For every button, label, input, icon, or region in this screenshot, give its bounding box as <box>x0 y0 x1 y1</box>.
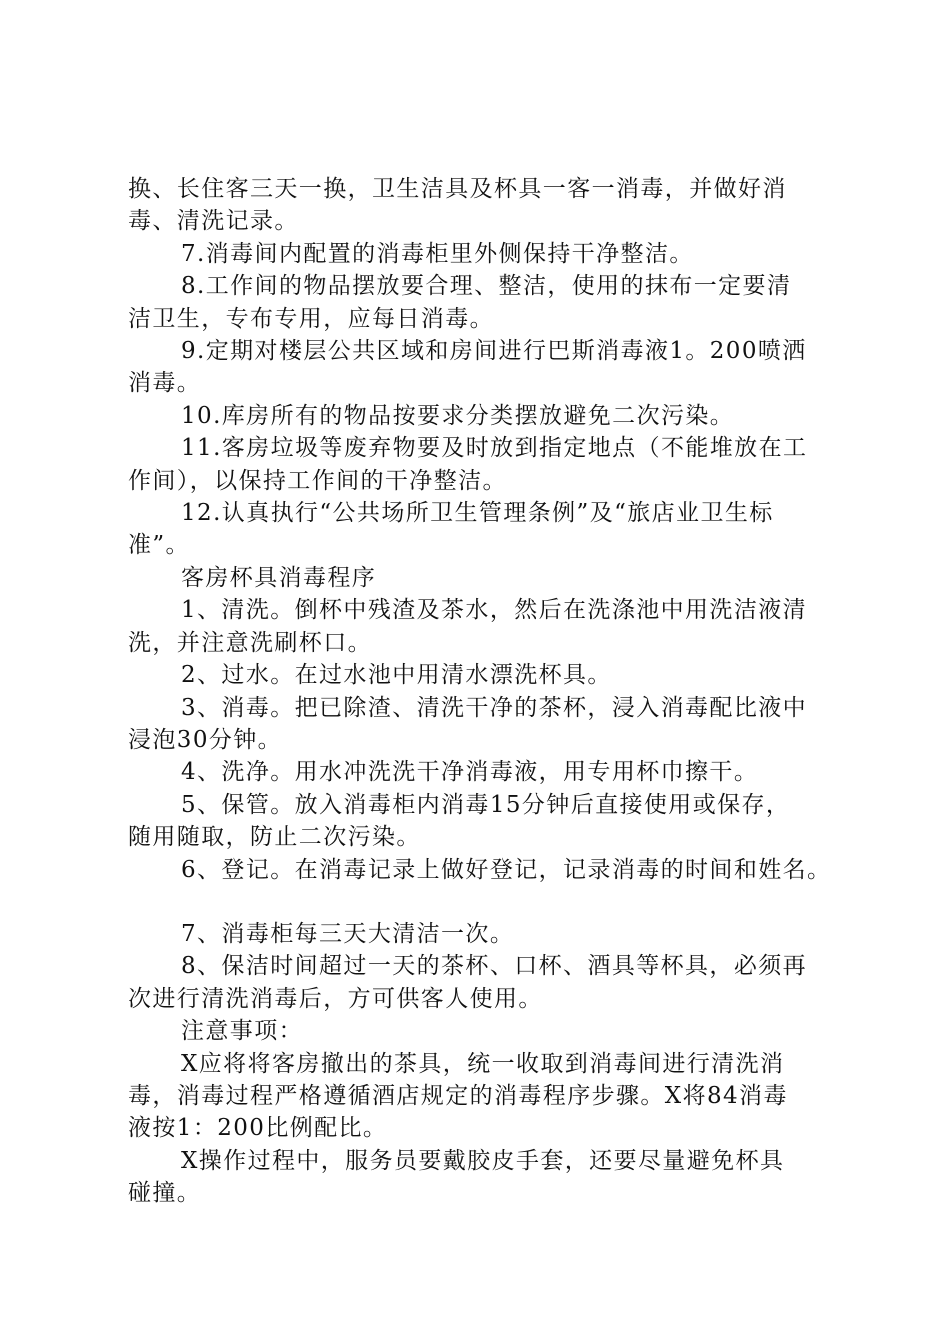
text-line: 8、保洁时间超过一天的茶杯、口杯、酒具等杯具，必须再 <box>181 953 808 980</box>
text-line: 浸泡30分钟。 <box>128 726 283 753</box>
text-line: 2、过水。在过水池中用清水漂洗杯具。 <box>181 662 612 689</box>
text-line: 准”。 <box>128 532 190 559</box>
text-line: 消毒。 <box>128 370 202 397</box>
text-line: 8.工作间的物品摆放要合理、整洁，使用的抹布一定要清 <box>181 273 792 300</box>
text-line: 次进行清洗消毒后，方可供客人使用。 <box>128 985 543 1012</box>
text-line: 4、洗净。用水冲洗洗干净消毒液，用专用杯巾擦干。 <box>181 759 759 786</box>
text-line: 碰撞。 <box>128 1180 202 1207</box>
text-line: 7.消毒间内配置的消毒柜里外侧保持干净整洁。 <box>181 240 694 267</box>
text-line: 液按1：200比例配比。 <box>128 1115 388 1142</box>
text-line: 3、消毒。把已除渣、清洗干净的茶杯，浸入消毒配比液中 <box>181 694 808 721</box>
text-line: 洁卫生，专布专用，应每日消毒。 <box>128 305 494 332</box>
text-line: 换、长住客三天一换，卫生洁具及杯具一客一消毒，并做好消 <box>128 176 787 202</box>
text-line: 9.定期对楼层公共区域和房间进行巴斯消毒液1。200喷洒 <box>181 338 807 365</box>
text-line: 12.认真执行“公共场所卫生管理条例”及“旅店业卫生标 <box>181 500 774 527</box>
text-line: 随用随取，防止二次污染。 <box>128 824 421 851</box>
paragraph-gap <box>128 886 848 918</box>
section-heading: 客房杯具消毒程序 <box>181 564 377 591</box>
text-line: 7、消毒柜每三天大清洁一次。 <box>181 920 515 947</box>
text-line: 作间），以保持工作间的干净整洁。 <box>128 467 507 494</box>
text-line: 毒，消毒过程严格遵循酒店规定的消毒程序步骤。X将84消毒 <box>128 1082 788 1109</box>
document-body <box>128 173 848 1210</box>
section-heading: 注意事项： <box>181 1018 303 1045</box>
text-line: 毒、清洗记录。 <box>128 208 299 235</box>
text-line: 10.库房所有的物品按要求分类摆放避免二次污染。 <box>181 402 735 429</box>
text-line: 6、登记。在消毒记录上做好登记，记录消毒的时间和姓名。 <box>181 856 832 883</box>
text-line: 洗，并注意洗刷杯口。 <box>128 629 372 656</box>
text-line: 5、保管。放入消毒柜内消毒15分钟后直接使用或保存， <box>181 791 791 818</box>
text-line: 11.客房垃圾等废弃物要及时放到指定地点（不能堆放在工 <box>181 435 808 462</box>
text-line: X应将将客房撤出的茶具，统一收取到消毒间进行清洗消 <box>181 1050 785 1077</box>
text-line: 1、清洗。倒杯中残渣及茶水，然后在洗涤池中用洗洁液清 <box>181 597 808 624</box>
text-line: X操作过程中，服务员要戴胶皮手套，还要尽量避免杯具 <box>181 1147 785 1174</box>
